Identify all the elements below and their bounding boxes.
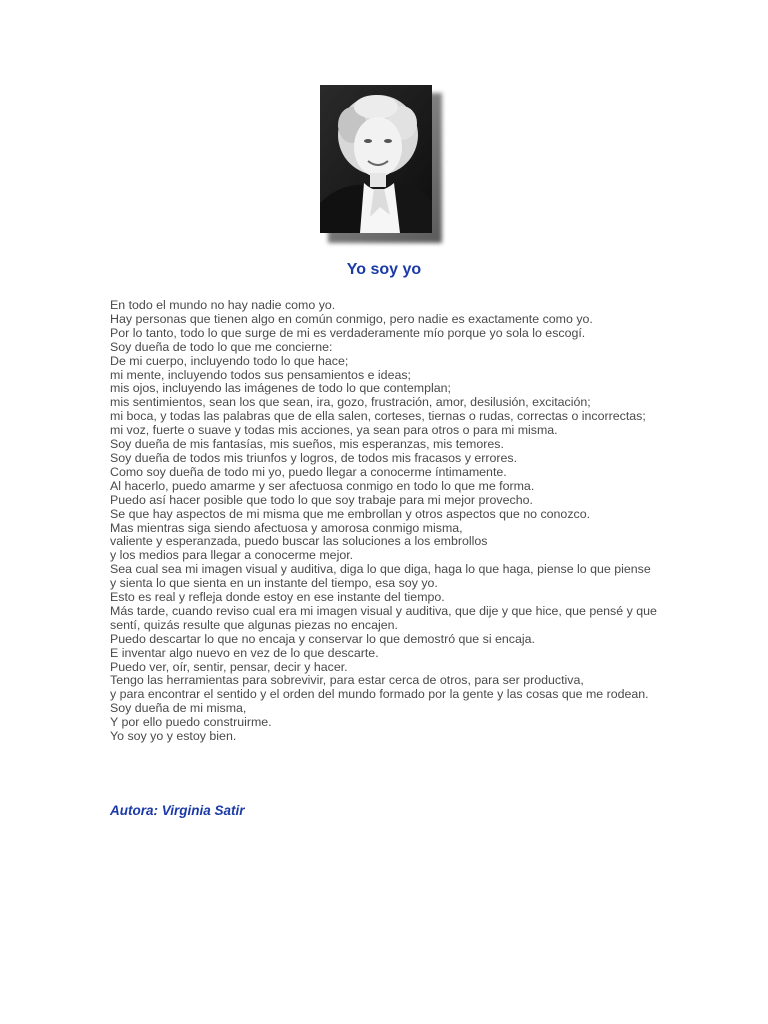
poem-line: Sea cual sea mi imagen visual y auditiva, diga lo que diga, haga lo que haga, piense lo que piense y sienta lo que sienta en un instante del tiempo, esa soy yo. — [110, 562, 651, 591]
poem-line: mis ojos, incluyendo las imágenes de todo lo que contemplan; — [110, 381, 451, 396]
poem-line: mis sentimientos, sean los que sean, ira, gozo, frustración, amor, desilusión, excitación; — [110, 395, 591, 410]
poem-line: Por lo tanto, todo lo que surge de mi es verdaderamente mío porque yo sola lo escogí. — [110, 325, 586, 340]
poem-line: De mi cuerpo, incluyendo todo lo que hace; — [110, 353, 349, 368]
poem-line: En todo el mundo no hay nadie como yo. — [110, 298, 336, 312]
poem-line: Al hacerlo, puedo amarme y ser afectuosa conmigo en todo lo que me forma. — [110, 478, 535, 493]
poem-line: Tengo las herramientas para sobrevivir, para estar cerca de otros, para ser productiva, — [110, 673, 584, 688]
poem-line: y los medios para llegar a conocerme mejor. — [110, 548, 354, 563]
poem-line: Se que hay aspectos de mi misma que me embrollan y otros aspectos que no conozco. — [110, 506, 591, 521]
poem-line: valiente y esperanzada, puedo buscar las soluciones a los embrollos — [110, 534, 488, 549]
poem-line: mi voz, fuerte o suave y todas mis acciones, ya sean para otros o para mi misma. — [110, 423, 558, 438]
poem-line: Puedo ver, oír, sentir, pensar, decir y hacer. — [110, 659, 348, 674]
poem-line: Como soy dueña de todo mi yo, puedo llegar a conocerme íntimamente. — [110, 464, 507, 479]
poem-line: Y por ello puedo construirme. — [110, 715, 272, 730]
poem-line: mi boca, y todas las palabras que de ella salen, corteses, tiernas o rudas, correctas o incorrectas; — [110, 409, 646, 424]
poem-line: Puedo descartar lo que no encaja y conservar lo que demostró que si encaja. — [110, 631, 535, 646]
poem-line: Soy dueña de mi misma, — [110, 701, 247, 716]
poem-line: Soy dueña de todo lo que me concierne: — [110, 339, 333, 354]
poem-line: Esto es real y refleja donde estoy en ese instante del tiempo. — [110, 590, 445, 605]
poem-line: Mas mientras siga siendo afectuosa y amorosa conmigo misma, — [110, 520, 463, 535]
poem-line: Soy dueña de todos mis triunfos y logros, de todos mis fracasos y errores. — [110, 450, 518, 465]
page-title: Yo soy yo — [346, 261, 422, 278]
poem-line: mi mente, incluyendo todos sus pensamientos e ideas; — [110, 367, 411, 382]
poem-line: Yo soy yo y estoy bien. — [110, 729, 237, 744]
poem-line: y para encontrar el sentido y el orden del mundo formado por la gente y las cosas que me rodean. — [110, 687, 649, 702]
poem-line: E inventar algo nuevo en vez de lo que descarte. — [110, 645, 379, 660]
author-photo — [320, 85, 444, 245]
poem-line: Puedo así hacer posible que todo lo que soy trabaje para mi mejor provecho. — [110, 492, 533, 507]
poem-line: Hay personas que tienen algo en común conmigo, pero nadie es exactamente como yo. — [110, 311, 593, 326]
poem-body — [110, 299, 658, 744]
author-credit: Autora: Virginia Satir — [110, 803, 245, 818]
poem-line: Más tarde, cuando reviso cual era mi imagen visual y auditiva, que dije y que hice, que pensé y que sentí, quizás resulte que algunas piezas no encajen. — [110, 603, 657, 632]
poem-line: Soy dueña de mis fantasías, mis sueños, mis esperanzas, mis temores. — [110, 437, 504, 452]
author-portrait-icon — [320, 85, 432, 233]
